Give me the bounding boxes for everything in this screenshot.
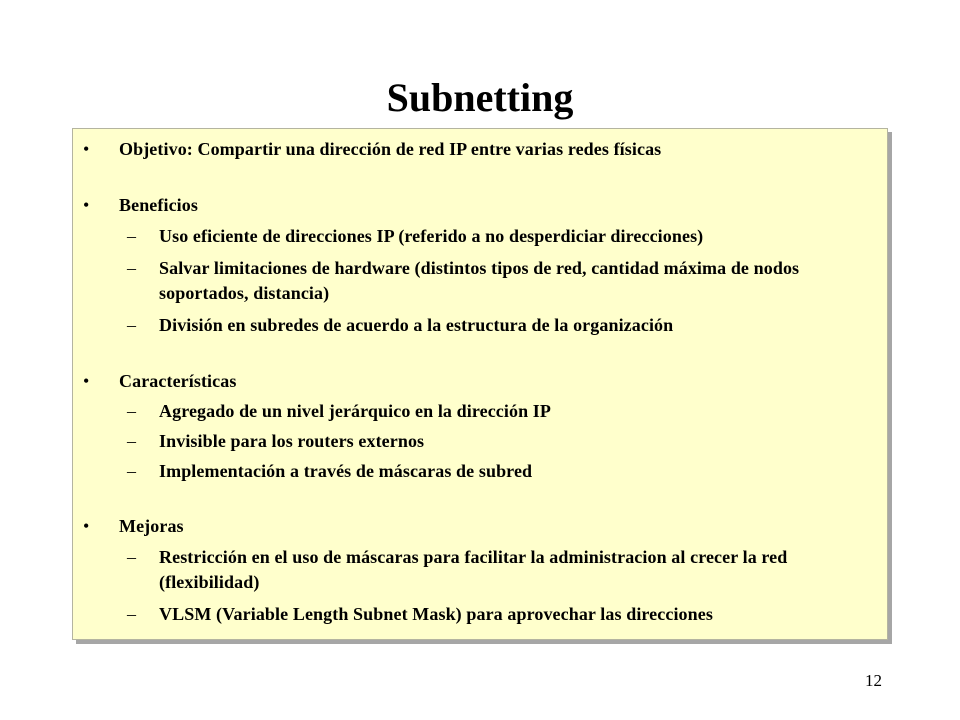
sub-item-salvar-limitaciones: [127, 256, 867, 306]
bullet-item-caracteristicas: [83, 369, 859, 394]
bullet-item-beneficios: [83, 193, 859, 218]
dash-marker: –: [127, 547, 137, 567]
bullet-text: Características: [119, 371, 237, 391]
sub-item-uso-eficiente: [127, 224, 867, 249]
bullet-item-objetivo: [83, 137, 859, 162]
dash-marker: –: [127, 315, 137, 335]
page-number: 12: [865, 671, 882, 690]
sub-item-text: Invisible para los routers externos: [159, 431, 425, 451]
bullet-marker: •: [83, 371, 90, 391]
sub-item-text: División en subredes de acuerdo a la estructura de la organización: [159, 315, 674, 335]
dash-marker: –: [127, 604, 137, 624]
sub-item-nivel-jerarquico: [127, 399, 867, 424]
bullet-marker: •: [83, 516, 90, 536]
dash-marker: –: [127, 431, 137, 451]
dash-marker: –: [127, 401, 137, 421]
dash-marker: –: [127, 258, 137, 278]
sub-item-text: VLSM (Variable Length Subnet Mask) para aprovechar las direcciones: [159, 604, 713, 624]
sub-item-text: Agregado de un nivel jerárquico en la dirección IP: [159, 401, 551, 421]
slide-title: Subnetting: [386, 75, 574, 120]
bullet-text: Beneficios: [119, 195, 198, 215]
bullet-marker: •: [83, 139, 90, 159]
sub-item-restriccion-mascaras: [127, 545, 867, 595]
bullet-item-mejoras: [83, 514, 859, 539]
sub-item-text: Implementación a través de máscaras de subred: [159, 461, 533, 481]
dash-marker: –: [127, 461, 137, 481]
sub-item-vlsm: [127, 602, 867, 627]
bullet-text: Mejoras: [119, 516, 184, 536]
sub-item-invisible-routers: [127, 429, 867, 454]
bullet-text: Objetivo: Compartir una dirección de red IP entre varias redes físicas: [119, 139, 662, 159]
sub-item-text: Salvar limitaciones de hardware (distintos tipos de red, cantidad máxima de nodos soportados, distancia): [159, 258, 800, 303]
bullet-marker: •: [83, 195, 90, 215]
sub-item-division-subredes: [127, 313, 867, 338]
sub-item-mascaras-subred: [127, 459, 867, 484]
content-box: [72, 128, 888, 640]
dash-marker: –: [127, 226, 137, 246]
sub-item-text: Uso eficiente de direcciones IP (referido a no desperdiciar direcciones): [159, 226, 704, 246]
sub-item-text: Restricción en el uso de máscaras para facilitar la administracion al crecer la red (flexibilidad): [159, 547, 788, 592]
